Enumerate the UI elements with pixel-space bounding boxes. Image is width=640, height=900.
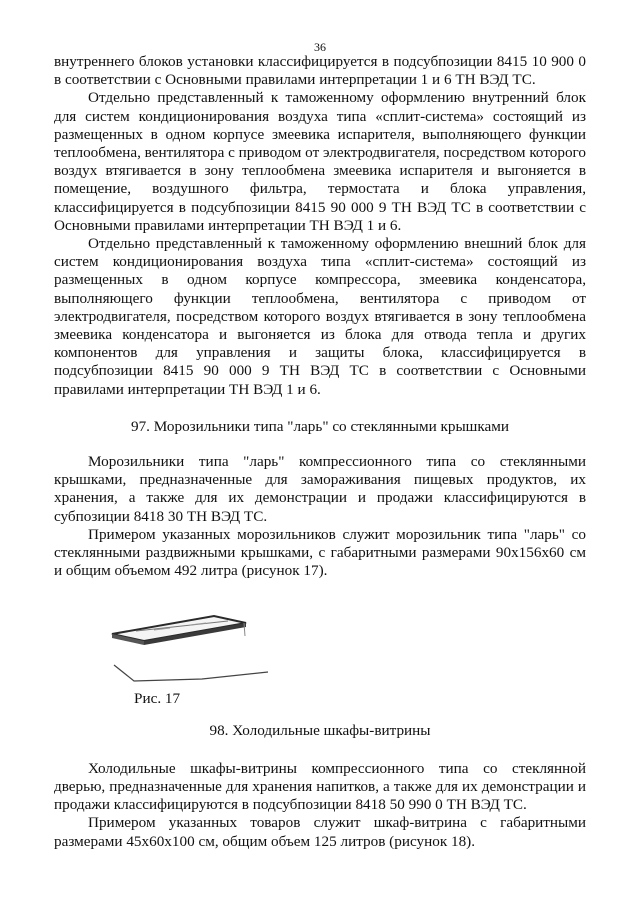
page-number: 36 — [314, 40, 326, 54]
figure-17-caption: Рис. 17 — [134, 690, 181, 708]
section-97-paragraph-2: Примером указанных морозильников служит морозильник типа "ларь" со стеклянными раздвижными крышками, с габаритными размерами 90х156х60 см и общим объемом 492 литра (рисунок 17). — [54, 525, 586, 580]
section-97-paragraph-1: Морозильники типа "ларь" компрессионного типа со стеклянными крышками, предназначенные для замораживания пищевых продуктов, их хранения, а также для их демонстрации и продажи классифицируются в субпозиции 8418 30 ТН ВЭД ТС. — [54, 453, 586, 525]
paragraph-continuation: внутреннего блоков установки классифицируется в подсубпозиции 8415 10 900 0 в соответствии с Основными правилами интерпретации 1 и 6 ТН ВЭД ТС. — [54, 53, 586, 89]
section-98-paragraph-2: Примером указанных товаров служит шкаф-витрина с габаритными размерами 45х60х100 см, общим объем 125 литров (рисунок 18). — [54, 814, 586, 850]
section-97-heading: 97. Морозильники типа "ларь" со стеклянными крышками — [130, 417, 510, 435]
figure-17 — [54, 580, 586, 722]
paragraph-outdoor-unit: Отдельно представленный к таможенному оформлению внешний блок для систем кондиционирования воздуха типа «сплит-система» состоящий из размещенных в одном корпусе компрессора, змеевика конденсатора, выполняющего функции теплообмена, вентилятора с приводом от электродвигателя, посредством которого воздух втягивается в зону теплообмена змеевика конденсатора и выгоняется из блока для отвода тепла и других компонентов для управления и защиты блока, классифицируется в подсубпозиции 8415 90 000 9 ТН ВЭД ТС в соответствии с Основными правилами интерпретации ТН ВЭД 1 и 6. — [54, 235, 586, 398]
section-98-heading: 98. Холодильные шкафы-витрины — [209, 722, 431, 740]
section-98-paragraph-1: Холодильные шкафы-витрины компрессионного типа со стеклянной дверью, предназначенные для хранения напитков, а также для их демонстрации и продажи классифицируются в подсубпозиции 8418 50 990 0 ТН ВЭД ТС. — [54, 759, 586, 814]
chest-freezer-image — [110, 610, 280, 702]
paragraph-indoor-unit: Отдельно представленный к таможенному оформлению внутренний блок для систем кондиционирования воздуха типа «сплит-система» состоящий из размещенных в одном корпусе змеевика испарителя, выполняющего функции теплообмена, вентилятора с приводом от электродвигателя, посредством которого воздух втягивается в зону теплообмена змеевика испарителя и выгоняется в помещение, воздушного фильтра, термостата и блока управления, классифицируется в подсубпозиции 8415 90 000 9 ТН ВЭД ТС в соответствии с Основными правилами интерпретации ТН ВЭД 1 и 6. — [54, 89, 586, 234]
page-content — [54, 53, 586, 851]
